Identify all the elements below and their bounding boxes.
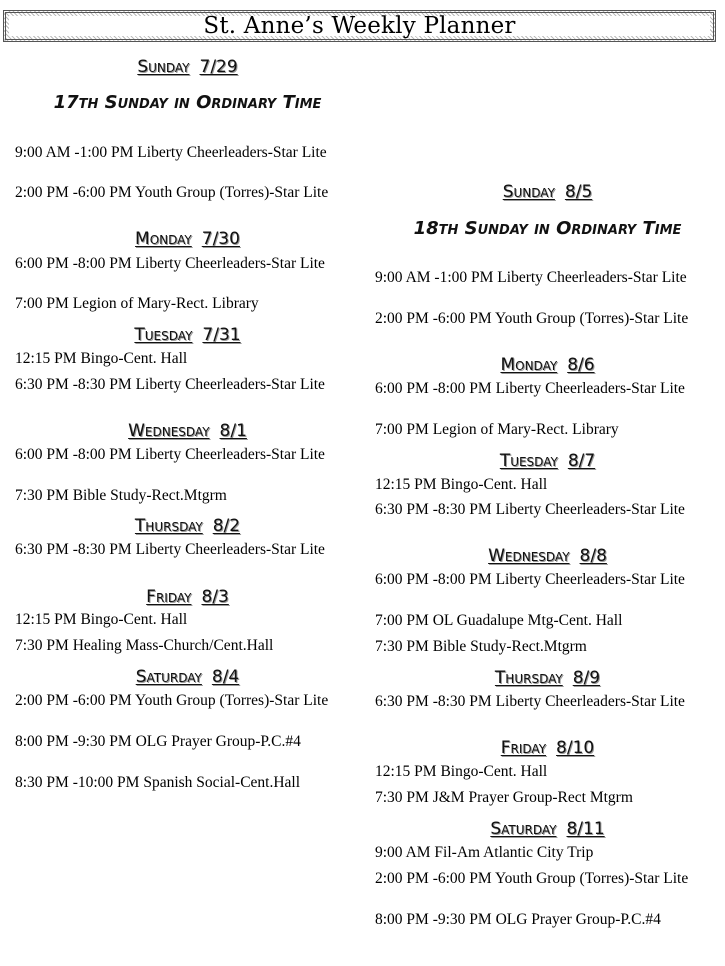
event-item: 6:30 PM -8:30 PM Liberty Cheerleaders-Star Lite	[15, 541, 325, 558]
day-heading-thursday: Thursday 8/9	[494, 668, 601, 688]
event-item: 9:00 AM -1:00 PM Liberty Cheerleaders-Star Lite	[15, 144, 327, 161]
event-item: 2:00 PM -6:00 PM Youth Group (Torres)-Star Lite	[375, 310, 689, 327]
event-item: 7:30 PM Bible Study-Rect.Mtgrm	[375, 638, 587, 655]
day-heading-monday: Monday 7/30	[135, 229, 240, 249]
day-heading-tuesday: Tuesday 7/31	[134, 325, 241, 345]
event-item: 2:00 PM -6:00 PM Youth Group (Torres)-Star Lite	[375, 870, 689, 887]
day-heading-friday: Friday 8/3	[146, 587, 229, 607]
event-item: 7:30 PM J&M Prayer Group-Rect Mtgrm	[375, 789, 633, 806]
event-item: 7:00 PM Legion of Mary-Rect. Library	[15, 295, 259, 312]
day-heading-thursday: Thursday 8/2	[134, 516, 241, 536]
event-item: 6:30 PM -8:30 PM Liberty Cheerleaders-Star Lite	[375, 693, 685, 710]
event-item: 12:15 PM Bingo-Cent. Hall	[15, 350, 188, 367]
event-item: 6:00 PM -8:00 PM Liberty Cheerleaders-Star Lite	[15, 446, 325, 463]
event-item: 6:30 PM -8:30 PM Liberty Cheerleaders-Star Lite	[15, 376, 325, 393]
event-item: 7:30 PM Bible Study-Rect.Mtgrm	[15, 487, 227, 504]
day-heading-monday: Monday 8/6	[500, 355, 595, 375]
event-item: 8:00 PM -9:30 PM OLG Prayer Group-P.C.#4	[375, 911, 661, 928]
event-item: 6:00 PM -8:00 PM Liberty Cheerleaders-Star Lite	[15, 255, 325, 272]
event-item: 12:15 PM Bingo-Cent. Hall	[375, 476, 548, 493]
liturgical-day: 17th Sunday in Ordinary Time	[53, 92, 322, 113]
event-item: 8:30 PM -10:00 PM Spanish Social-Cent.Hall	[15, 774, 301, 791]
day-heading-saturday: Saturday 8/11	[490, 819, 605, 839]
event-item: 8:00 PM -9:30 PM OLG Prayer Group-P.C.#4	[15, 733, 301, 750]
event-item: 6:00 PM -8:00 PM Liberty Cheerleaders-Star Lite	[375, 571, 685, 588]
event-item: 7:00 PM OL Guadalupe Mtg-Cent. Hall	[375, 612, 623, 629]
day-heading-sunday: Sunday 7/29	[137, 57, 238, 77]
title-banner	[3, 10, 716, 42]
day-heading-saturday: Saturday 8/4	[135, 667, 240, 687]
event-item: 12:15 PM Bingo-Cent. Hall	[15, 611, 188, 628]
event-item: 7:30 PM Healing Mass-Church/Cent.Hall	[15, 637, 274, 654]
day-heading-tuesday: Tuesday 8/7	[499, 451, 596, 471]
liturgical-day: 18th Sunday in Ordinary Time	[413, 218, 682, 239]
event-item: 2:00 PM -6:00 PM Youth Group (Torres)-Star Lite	[15, 692, 329, 709]
day-heading-wednesday: Wednesday 8/1	[128, 421, 247, 441]
event-item: 7:00 PM Legion of Mary-Rect. Library	[375, 421, 619, 438]
event-item: 2:00 PM -6:00 PM Youth Group (Torres)-Star Lite	[15, 184, 329, 201]
day-heading-wednesday: Wednesday 8/8	[488, 546, 607, 566]
event-item: 6:00 PM -8:00 PM Liberty Cheerleaders-Star Lite	[375, 380, 685, 397]
page-title: St. Anne’s Weekly Planner	[9, 16, 710, 36]
event-item: 6:30 PM -8:30 PM Liberty Cheerleaders-Star Lite	[375, 501, 685, 518]
event-item: 9:00 AM -1:00 PM Liberty Cheerleaders-Star Lite	[375, 269, 687, 286]
day-heading-sunday: Sunday 8/5	[502, 182, 593, 202]
event-item: 12:15 PM Bingo-Cent. Hall	[375, 763, 548, 780]
event-item: 9:00 AM Fil-Am Atlantic City Trip	[375, 844, 594, 861]
day-heading-friday: Friday 8/10	[500, 738, 595, 758]
